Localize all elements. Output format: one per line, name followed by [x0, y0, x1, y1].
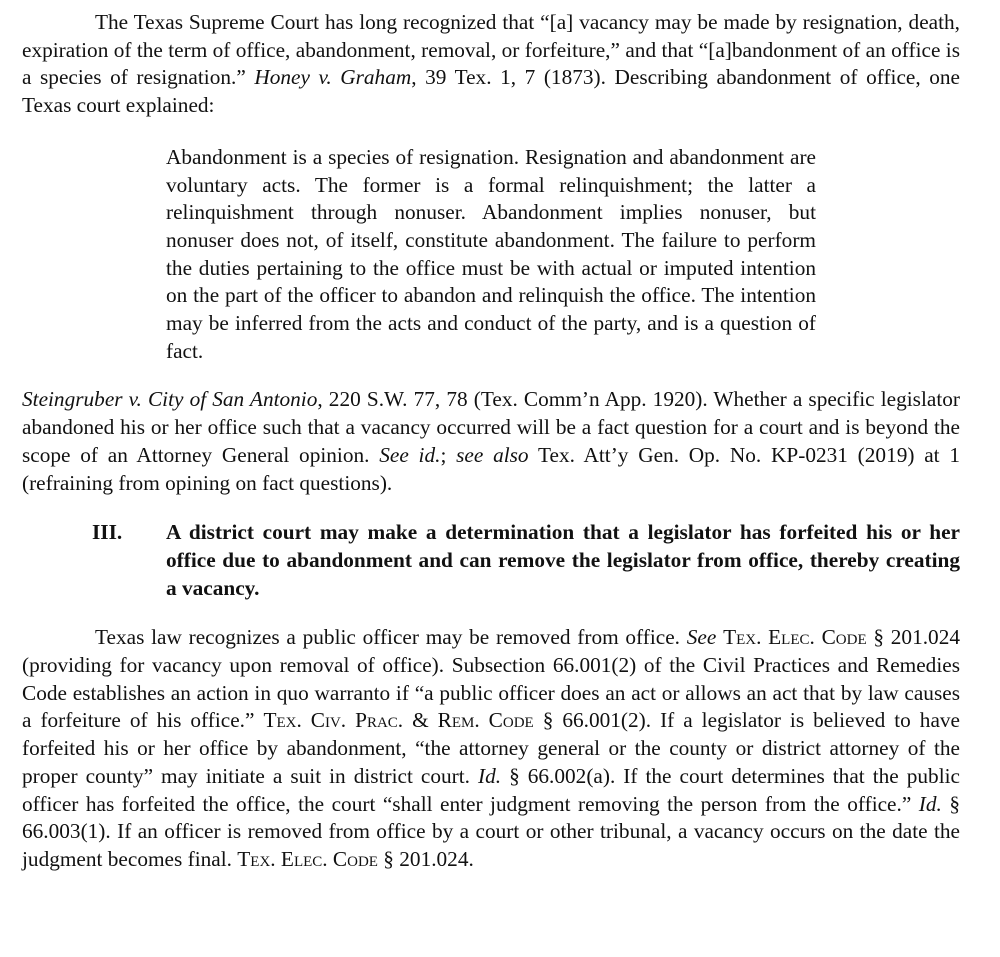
civ-prac-code-cite: Tex. Civ. Prac. & Rem. Code	[263, 708, 534, 733]
case-name-honey: Honey v. Graham	[254, 65, 412, 90]
see-signal: See	[686, 625, 717, 650]
intro-text: The Texas Supreme Court has long recognized that “[a] vacancy may be made by resignation, death, expiration of the term of office, abandonment, removal, or forfeiture,” and that “[a]bandonment of an office is a species of resignation.”	[22, 10, 960, 90]
intro-paragraph	[22, 9, 960, 120]
id-signal-2: Id.	[918, 791, 942, 816]
block-quote-text: Abandonment is a species of resignation. Resignation and abandonment are voluntary acts. The former is a formal relinquishment; the latter a relinquishment through nonuser. Abandonment implies nonuser, but nonuser does not, of itself, constitute abandonment. The failure to perform the duties pertaining to the office must be with actual or imputed intention on the part of the officer to abandon and relinquish the office. The intention may be inferred from the acts and conduct of the party, and is a question of fact.	[166, 144, 816, 363]
section-heading	[22, 519, 960, 602]
citation-text: , 220 S.W. 77, 78 (Tex. Comm’n App. 1920). Whether a specific legislator abandoned his or her office such that a vacancy occurred will be a fact question for a court and is beyond the scope of an Attorney General opinion.	[22, 387, 960, 467]
case-name-steingruber: Steingruber v. City of San Antonio	[22, 387, 318, 412]
elec-code-cite-1: Tex. Elec. Code	[723, 625, 867, 650]
ag-opinion-citation: Tex. Att’y Gen. Op. No. KP-0231 (2019) at 1 (refraining from opining on fact questions).	[22, 442, 960, 495]
removal-text-5: § 66.003(1). If an officer is removed from office by a court or other tribunal, a vacancy occurs on the date the judgment becomes final.	[22, 791, 960, 871]
see-id-signal: See id.	[379, 442, 441, 467]
section-title: A district court may make a determination that a legislator has forfeited his or her office due to abandonment and can remove the legislator from office, thereby creating a vacancy.	[166, 520, 960, 600]
elec-code-cite-2: Tex. Elec. Code	[237, 846, 378, 871]
block-quote	[166, 144, 816, 366]
removal-paragraph	[22, 624, 960, 873]
semicolon: ;	[440, 442, 457, 467]
removal-text-4: § 66.002(a). If the court determines that the public officer has forfeited the office, the court “shall enter judgment removing the person from the office.”	[22, 763, 960, 816]
removal-text-1: Texas law recognizes a public officer may be removed from office.	[95, 625, 687, 650]
section-number: III.	[92, 520, 123, 545]
removal-text-3: § 66.001(2). If a legislator is believed to have forfeited his or her office by abandonment, “the attorney general or the county or district attorney of the proper county” may initiate a suit in district court.	[22, 708, 960, 788]
see-also-signal: see also	[456, 442, 529, 467]
document-page	[22, 9, 960, 874]
removal-text-6: § 201.024.	[377, 846, 474, 871]
citation-paragraph	[22, 386, 960, 497]
intro-citation-text: , 39 Tex. 1, 7 (1873). Describing abandonment of office, one Texas court explained:	[22, 65, 960, 118]
removal-text-2: § 201.024 (providing for vacancy upon removal of office). Subsection 66.001(2) of the Civil Practices and Remedies Code establishes an action in quo warranto if “a public officer does an act or allows an act that by law causes a forfeiture of his office.”	[22, 625, 960, 733]
id-signal-1: Id.	[477, 763, 502, 788]
